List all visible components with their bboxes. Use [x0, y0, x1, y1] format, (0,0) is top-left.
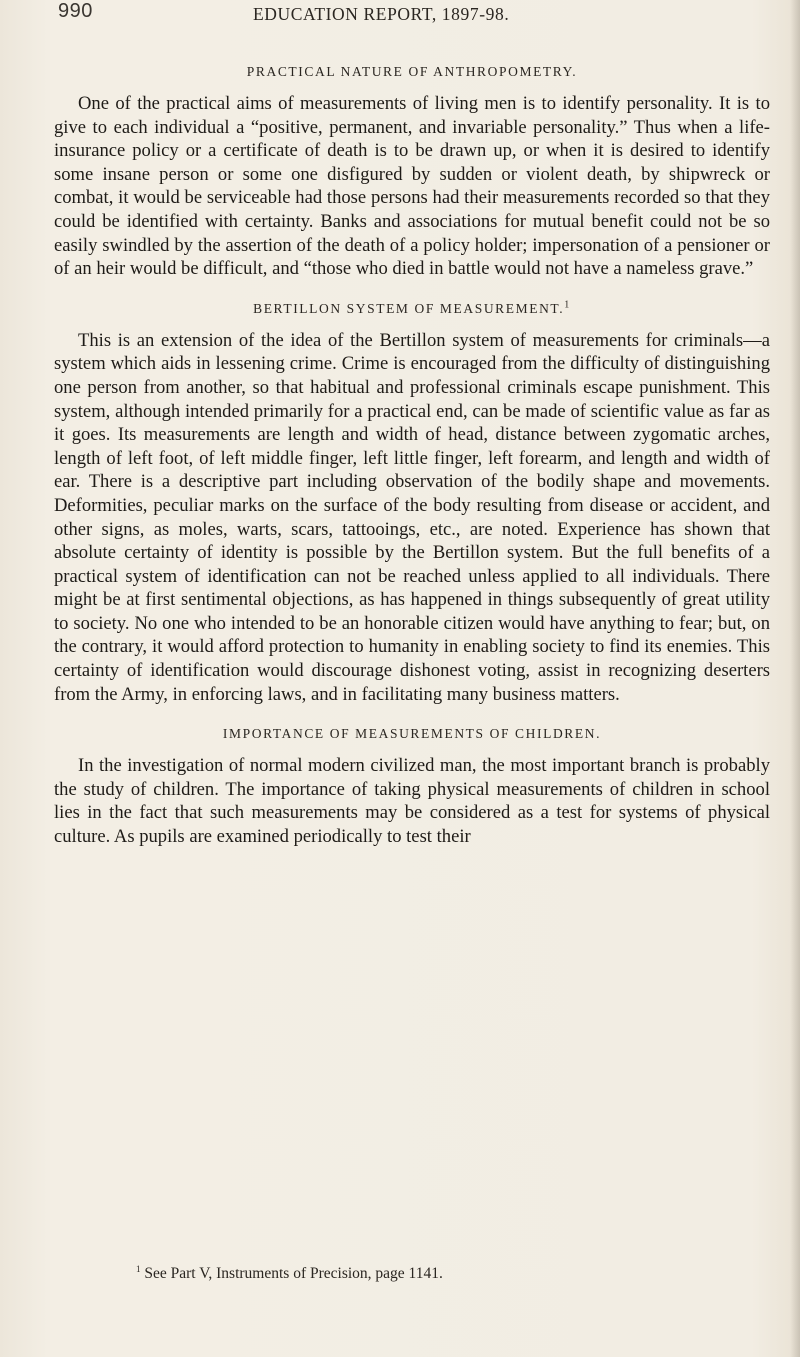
- page-edge-shadow: [790, 0, 800, 1357]
- section-heading: PRACTICAL NATURE OF ANTHROPOMETRY.: [246, 64, 578, 79]
- footnote-text: See Part V, Instruments of Precision, page 1141.: [144, 1265, 443, 1283]
- section-bertillon-system: [54, 301, 770, 707]
- section-heading: [54, 301, 770, 317]
- section-practical-nature: [54, 64, 770, 281]
- page-body: [54, 64, 770, 862]
- section-heading: IMPORTANCE OF MEASUREMENTS OF CHILDREN.: [222, 726, 602, 742]
- section-paragraph: One of the practical aims of measurements of living men is to identify personality. It is to give to each individual a “positive, permanent, and invariable personality.” Thus when a life-insurance policy or a certificate of death is to be drawn up, or when it is desired to identify some insane person or some one disfigured by sudden or violent death, by shipwreck or combat, it would be serviceable had those persons had their measurements recorded so that they could be identified with certainty. Banks and associations for mutual benefit could not be so easily swindled by the assertion of the death of a policy holder; impersonation of a pensioner or of an heir would be difficult, and “those who died in battle would not have a nameless grave.”: [54, 93, 770, 280]
- section-paragraph: In the investigation of normal modern civilized man, the most important branch is probably the study of children. The importance of taking physical measurements of children in school lies in the fact that such measurements may be considered as a test for systems of physical culture. As pupils are examined periodically to test their: [54, 755, 770, 848]
- footnote: [136, 1264, 756, 1283]
- footnote-reference[interactable]: 1: [564, 299, 571, 311]
- footnote-mark: 1: [136, 1264, 141, 1274]
- running-head: EDUCATION REPORT, 1897-98.: [253, 4, 510, 24]
- section-children-measurements: [54, 726, 770, 848]
- section-heading-text: BERTILLON SYSTEM OF MEASUREMENT.: [253, 300, 565, 316]
- section-paragraph: This is an extension of the idea of the Bertillon system of measurements for criminals—a system which aids in lessening crime. Crime is encouraged from the difficulty of distinguishing one person from another, so that habitual and professional criminals escape punishment. This system, although intended primarily for a practical end, can be made of scientific value as far as it goes. Its measurements are length and width of head, distance between zygomatic arches, length of left foot, of left middle finger, left little finger, left forearm, and length and width of ear. There is a descriptive part including observation of the bodily shape and movements. Deformities, peculiar marks on the surface of the body resulting from disease or accident, and other signs, as moles, warts, scars, tattooings, etc., are noted. Experience has shown that absolute certainty of identity is possible by the Bertillon system. But the full benefits of a practical system of identification can not be reached unless applied to all individuals. There might be at first sentimental objections, as has happened in things subsequently of great utility to society. No one who intended to be an honorable citizen would have anything to fear; but, on the contrary, it would afford protection to humanity in enabling society to find its enemies. This certainty of identification would discourage dishonest voting, assist in recognizing deserters from the Army, in enforcing laws, and in facilitating many business matters.: [54, 329, 770, 705]
- page-number: 990: [58, 0, 93, 22]
